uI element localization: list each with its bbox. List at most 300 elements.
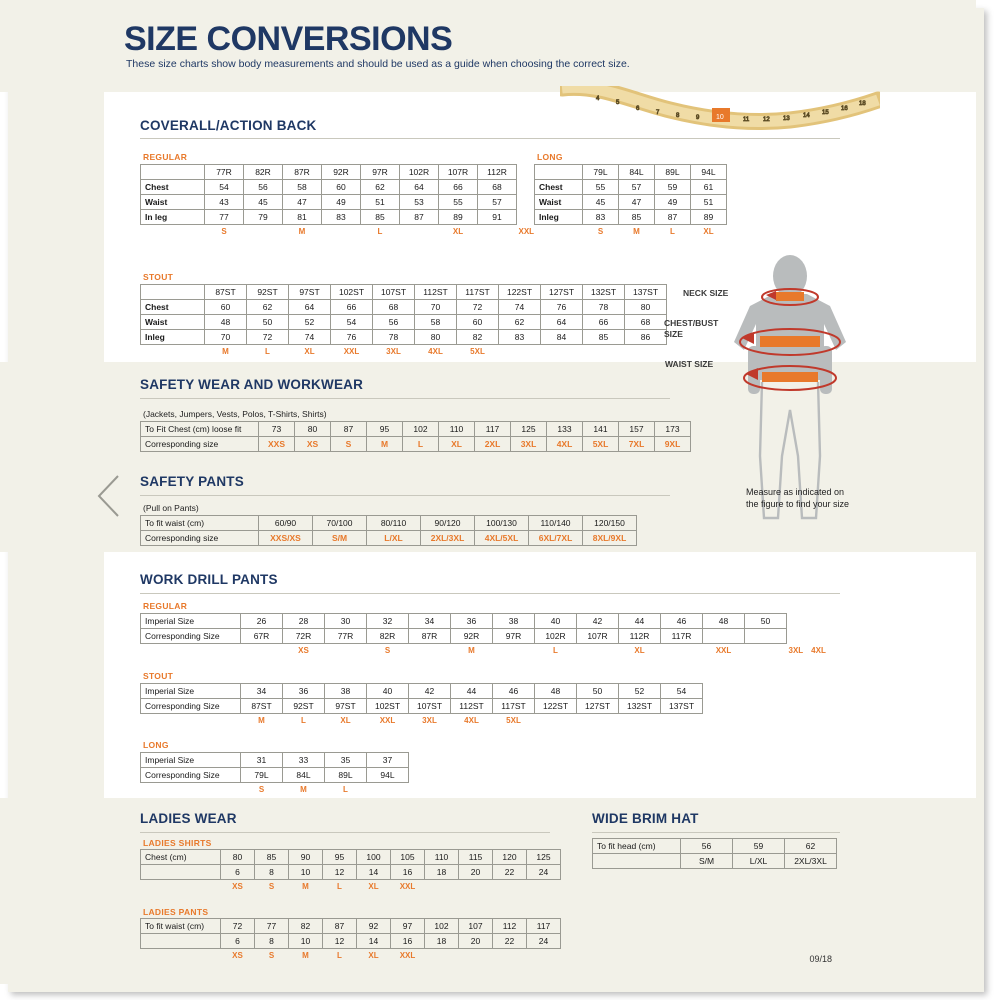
table-cell: 97ST — [289, 285, 331, 300]
footer-code: 09/18 — [809, 954, 832, 964]
svg-text:15: 15 — [822, 110, 829, 116]
table-cell: 89 — [439, 210, 478, 225]
size-label: XL — [634, 645, 645, 655]
table-row — [535, 210, 727, 225]
table-cell: 18 — [425, 934, 459, 949]
size-label: 4XL — [428, 346, 443, 356]
table-cell: 47 — [619, 195, 655, 210]
table-cell: 112ST — [415, 285, 457, 300]
table-cell: 115 — [459, 850, 493, 865]
size-legend-row — [141, 783, 409, 796]
row-label: In leg — [141, 210, 205, 225]
table-cell: 117R — [661, 629, 703, 644]
table-cell: 102 — [425, 919, 459, 934]
table-row — [141, 768, 409, 783]
table-cell: 84 — [541, 330, 583, 345]
row-label: Chest — [141, 300, 205, 315]
size-legend-row — [141, 949, 561, 962]
svg-text:11: 11 — [743, 117, 750, 123]
table-cell: 97 — [391, 919, 425, 934]
svg-text:14: 14 — [803, 113, 810, 119]
row-label: Corresponding size — [141, 531, 259, 546]
table-cell: 127ST — [577, 699, 619, 714]
table-cell: 57 — [478, 195, 517, 210]
table-cell: 50 — [745, 614, 787, 629]
table-cell: 72 — [247, 330, 289, 345]
table-cell: S/M — [313, 531, 367, 546]
size-label — [661, 644, 703, 657]
table-cell: 173 — [655, 422, 691, 437]
table-cell: 32 — [367, 614, 409, 629]
table-cell: 56 — [681, 839, 733, 854]
table-cell: 107 — [459, 919, 493, 934]
table-cell: 86 — [625, 330, 667, 345]
row-label: To fit waist (cm) — [141, 516, 259, 531]
svg-text:18: 18 — [859, 101, 866, 107]
table-cell: 66 — [331, 300, 373, 315]
table-cell: 102ST — [367, 699, 409, 714]
table-cell: 105 — [391, 850, 425, 865]
section-title-safetywear: SAFETY WEAR AND WORKWEAR — [140, 377, 364, 392]
size-label: L — [301, 715, 306, 725]
size-label: XXL — [399, 881, 416, 891]
table-cell: 122ST — [499, 285, 541, 300]
row-label: Chest (cm) — [141, 850, 221, 865]
size-label — [577, 644, 619, 657]
table-cell: 60 — [322, 180, 361, 195]
table-cell: 53 — [400, 195, 439, 210]
table-cell: 49 — [655, 195, 691, 210]
table-cell: 44 — [451, 684, 493, 699]
table-cell: 84L — [283, 768, 325, 783]
table-cell: 102R — [535, 629, 577, 644]
table-cell: 30 — [325, 614, 367, 629]
table-cell: 77R — [205, 165, 244, 180]
table-cell: 40 — [367, 684, 409, 699]
table-cell: 79L — [241, 768, 283, 783]
table-cell: 76 — [331, 330, 373, 345]
table-row — [141, 516, 637, 531]
row-label: To fit head (cm) — [593, 839, 681, 854]
row-label: Corresponding Size — [141, 629, 241, 644]
table-row — [141, 422, 691, 437]
table-cell: 28 — [283, 614, 325, 629]
table-cell: 34 — [409, 614, 451, 629]
size-label: XL — [304, 346, 315, 356]
size-label — [141, 783, 241, 796]
chevron-left-icon — [96, 474, 122, 518]
size-label: XXL — [399, 950, 416, 960]
table-cell: 110/140 — [529, 516, 583, 531]
table-cell: 52 — [289, 315, 331, 330]
table-row — [141, 629, 828, 644]
table-cell: 18 — [425, 865, 459, 880]
row-label: Chest — [141, 180, 205, 195]
section-title-hat: WIDE BRIM HAT — [592, 811, 699, 826]
table-row — [141, 330, 667, 345]
table-cell: 132ST — [583, 285, 625, 300]
table-cell: 16 — [391, 865, 425, 880]
table-cell: XS — [295, 437, 331, 452]
table-cell: 12 — [323, 865, 357, 880]
divider-hat — [592, 832, 840, 833]
size-label: XS — [298, 645, 309, 655]
table-cell: 78 — [373, 330, 415, 345]
figure-label-waist: WAIST SIZE — [665, 359, 714, 369]
table-cell: 89L — [655, 165, 691, 180]
table-cell: 82 — [289, 919, 323, 934]
table-row — [141, 285, 667, 300]
table-cell: 95 — [367, 422, 403, 437]
size-label: XXL — [379, 715, 396, 725]
table-cell: 89 — [691, 210, 727, 225]
table-cell: 7XL — [619, 437, 655, 452]
table-cell: 35 — [325, 753, 367, 768]
table-cell: 92ST — [283, 699, 325, 714]
table-cell: 157 — [619, 422, 655, 437]
size-label — [325, 644, 367, 657]
row-label — [141, 865, 221, 880]
divider-safetywear — [140, 398, 670, 399]
table-safetypants — [140, 515, 637, 546]
row-label: To Fit Chest (cm) loose fit — [141, 422, 259, 437]
table-cell: 110 — [439, 422, 475, 437]
table-cell: 125 — [511, 422, 547, 437]
table-cell: 4XL/5XL — [475, 531, 529, 546]
table-cell: L/XL — [367, 531, 421, 546]
table-cell: 132ST — [619, 699, 661, 714]
table-cell: 80 — [415, 330, 457, 345]
table-cell: 56 — [373, 315, 415, 330]
divider-ladieswear — [140, 832, 550, 833]
table-cell: 85 — [583, 330, 625, 345]
table-cell: 60 — [205, 300, 247, 315]
table-row — [141, 865, 561, 880]
table-cell: 89L — [325, 768, 367, 783]
table-cell: 42 — [577, 614, 619, 629]
svg-text:10: 10 — [716, 114, 724, 121]
table-cell: 50 — [577, 684, 619, 699]
table-cell: 14 — [357, 934, 391, 949]
size-label — [478, 225, 517, 238]
size-label — [409, 644, 451, 657]
table-row — [593, 839, 837, 854]
table-cell: 48 — [535, 684, 577, 699]
table-row — [141, 315, 667, 330]
size-label: XL — [340, 715, 351, 725]
size-label: 3XL — [422, 715, 437, 725]
subhead-workdrill-long: LONG — [143, 740, 169, 750]
table-cell: 20 — [459, 865, 493, 880]
table-cell: 85 — [361, 210, 400, 225]
table-cell: 8 — [255, 865, 289, 880]
table-cell: 87 — [655, 210, 691, 225]
table-cell: 83 — [499, 330, 541, 345]
table-cell: 80 — [221, 850, 255, 865]
table-cell: 125 — [527, 850, 561, 865]
row-label — [141, 285, 205, 300]
table-cell: 76 — [541, 300, 583, 315]
svg-text:8: 8 — [676, 113, 680, 119]
subhead-workdrill-regular: REGULAR — [143, 601, 188, 611]
row-label: Waist — [535, 195, 583, 210]
table-cell: 70/100 — [313, 516, 367, 531]
table-cell: 97ST — [325, 699, 367, 714]
table-row — [141, 684, 703, 699]
table-cell: 78 — [583, 300, 625, 315]
table-cell: 73 — [259, 422, 295, 437]
table-cell: 64 — [289, 300, 331, 315]
table-cell: 34 — [241, 684, 283, 699]
measuring-tape-icon — [560, 86, 880, 146]
table-cell: 26 — [241, 614, 283, 629]
table-cell: 62 — [785, 839, 837, 854]
table-cell: 47 — [283, 195, 322, 210]
table-cell: 48 — [205, 315, 247, 330]
size-label — [535, 225, 583, 238]
size-label — [141, 345, 205, 358]
table-cell: 64 — [400, 180, 439, 195]
table-cell: 38 — [325, 684, 367, 699]
section-title-ladieswear: LADIES WEAR — [140, 811, 237, 826]
table-cell: 90/120 — [421, 516, 475, 531]
size-label: M — [258, 715, 265, 725]
table-row — [141, 934, 561, 949]
table-hat — [592, 838, 837, 869]
table-cell: 97R — [493, 629, 535, 644]
table-cell: 107R — [439, 165, 478, 180]
table-row — [141, 753, 409, 768]
table-cell: 8 — [255, 934, 289, 949]
table-row — [141, 614, 828, 629]
table-cell: 77 — [255, 919, 289, 934]
subhead-coverall-regular: REGULAR — [143, 152, 188, 162]
divider-workdrill — [140, 593, 840, 594]
svg-text:4: 4 — [596, 96, 600, 102]
table-cell: 112R — [478, 165, 517, 180]
size-label: M — [468, 645, 475, 655]
table-cell: 87 — [400, 210, 439, 225]
table-cell: 82 — [457, 330, 499, 345]
row-label: Inleg — [141, 330, 205, 345]
table-cell: 22 — [493, 865, 527, 880]
table-cell: 72 — [221, 919, 255, 934]
size-label — [141, 714, 241, 727]
row-label: Inleg — [535, 210, 583, 225]
table-safetywear — [140, 421, 691, 452]
table-cell: 68 — [478, 180, 517, 195]
table-cell: 85 — [619, 210, 655, 225]
table-row — [141, 210, 541, 225]
table-cell: 49 — [322, 195, 361, 210]
table-cell: 117ST — [457, 285, 499, 300]
table-cell: 51 — [361, 195, 400, 210]
row-label: To fit waist (cm) — [141, 919, 221, 934]
size-label: L — [377, 226, 383, 236]
table-cell: 45 — [244, 195, 283, 210]
table-cell: 10 — [289, 934, 323, 949]
table-cell: 83 — [583, 210, 619, 225]
table-cell: 92ST — [247, 285, 289, 300]
table-cell: S — [331, 437, 367, 452]
table-cell: XL — [439, 437, 475, 452]
table-cell: 66 — [439, 180, 478, 195]
size-label: 3XL — [386, 346, 401, 356]
page-subtitle: These size charts show body measurements and should be used as a guide when choosing the correct size. — [126, 58, 630, 70]
size-label — [141, 225, 205, 238]
table-cell: 100/130 — [475, 516, 529, 531]
table-cell: 79L — [583, 165, 619, 180]
table-cell: 62 — [247, 300, 289, 315]
table-cell: 72 — [457, 300, 499, 315]
size-label: M — [298, 226, 306, 236]
size-legend-row — [141, 644, 828, 657]
size-legend-row — [141, 880, 561, 893]
table-workdrill-long — [140, 752, 409, 796]
row-label: Imperial Size — [141, 684, 241, 699]
size-label — [745, 644, 787, 657]
table-cell: 112R — [619, 629, 661, 644]
table-cell: 58 — [415, 315, 457, 330]
table-cell: 31 — [241, 753, 283, 768]
size-label: 3XL — [788, 645, 804, 655]
table-cell: 122ST — [535, 699, 577, 714]
size-legend-row — [141, 225, 541, 238]
table-cell: 4XL — [547, 437, 583, 452]
row-label — [141, 934, 221, 949]
row-label: Corresponding size — [141, 437, 259, 452]
subhead-coverall-long: LONG — [537, 152, 563, 162]
table-cell: 24 — [527, 865, 561, 880]
table-cell: 102R — [400, 165, 439, 180]
table-cell: 57 — [619, 180, 655, 195]
size-label: S — [268, 950, 275, 960]
table-row — [141, 195, 541, 210]
table-cell: 87ST — [205, 285, 247, 300]
size-label: XS — [232, 950, 243, 960]
size-label: L — [337, 950, 342, 960]
section-title-workdrill: WORK DRILL PANTS — [140, 572, 278, 587]
table-cell: 97R — [361, 165, 400, 180]
size-label: XS — [232, 881, 243, 891]
svg-text:13: 13 — [783, 116, 790, 122]
table-cell: 127ST — [541, 285, 583, 300]
table-cell: 102ST — [331, 285, 373, 300]
table-cell: 79 — [244, 210, 283, 225]
size-legend-row — [141, 714, 703, 727]
svg-text:16: 16 — [841, 106, 848, 112]
table-cell: 112 — [493, 919, 527, 934]
table-cell: 92R — [451, 629, 493, 644]
svg-text:9: 9 — [696, 115, 700, 121]
table-cell: 2XL/3XL — [421, 531, 475, 546]
table-workdrill-stout — [140, 683, 703, 727]
table-cell — [703, 629, 745, 644]
table-cell: 92 — [357, 919, 391, 934]
table-cell — [745, 629, 787, 644]
size-label: M — [302, 881, 309, 891]
table-cell: 16 — [391, 934, 425, 949]
size-label — [244, 225, 283, 238]
table-cell: 102 — [403, 422, 439, 437]
table-cell: 120/150 — [583, 516, 637, 531]
table-cell: 64 — [541, 315, 583, 330]
table-cell: 5XL — [583, 437, 619, 452]
table-cell: 42 — [409, 684, 451, 699]
size-label: XXL — [715, 645, 732, 655]
table-cell: 117 — [527, 919, 561, 934]
table-cell: 51 — [691, 195, 727, 210]
table-cell: 74 — [289, 330, 331, 345]
figure-caption: Measure as indicated on the figure to find your size — [746, 487, 850, 510]
table-cell: 10 — [289, 865, 323, 880]
table-cell: 33 — [283, 753, 325, 768]
size-label — [241, 644, 283, 657]
subhead-ladies-pants: LADIES PANTS — [143, 907, 209, 917]
table-cell: 60 — [457, 315, 499, 330]
table-cell: 90 — [289, 850, 323, 865]
figure-label-chest: CHEST/BUST SIZE — [664, 318, 719, 339]
table-cell: 24 — [527, 934, 561, 949]
table-cell: 107ST — [373, 285, 415, 300]
size-label: XL — [452, 226, 464, 236]
svg-text:12: 12 — [763, 117, 770, 123]
table-cell: 62 — [361, 180, 400, 195]
table-row — [593, 854, 837, 869]
table-cell: 70 — [205, 330, 247, 345]
svg-text:6: 6 — [636, 106, 640, 112]
table-cell: 94L — [691, 165, 727, 180]
table-cell: 54 — [661, 684, 703, 699]
table-cell: L/XL — [733, 854, 785, 869]
table-row — [141, 300, 667, 315]
table-cell: S/M — [681, 854, 733, 869]
size-label: L — [265, 346, 270, 356]
table-row — [141, 437, 691, 452]
subhead-workdrill-stout: STOUT — [143, 671, 174, 681]
row-label: Waist — [141, 195, 205, 210]
size-label: S — [258, 784, 265, 794]
table-cell: 82R — [244, 165, 283, 180]
row-label: Corresponding Size — [141, 699, 241, 714]
table-cell: 77 — [205, 210, 244, 225]
size-label: L — [343, 784, 348, 794]
table-cell: 80 — [295, 422, 331, 437]
size-label — [141, 644, 241, 657]
table-cell: 6 — [221, 865, 255, 880]
table-cell: 56 — [244, 180, 283, 195]
table-cell: 36 — [451, 614, 493, 629]
table-cell: 44 — [619, 614, 661, 629]
svg-text:5: 5 — [616, 100, 620, 106]
size-label: 5XL — [470, 346, 485, 356]
size-label: 4XL — [811, 645, 826, 655]
table-cell: 40 — [535, 614, 577, 629]
table-cell: 80/110 — [367, 516, 421, 531]
table-cell: 100 — [357, 850, 391, 865]
table-cell: 8XL/9XL — [583, 531, 637, 546]
divider-coverall — [140, 138, 840, 139]
size-label: S — [384, 645, 391, 655]
table-row — [141, 699, 703, 714]
table-coverall-regular — [140, 164, 541, 238]
size-legend-row — [141, 345, 667, 358]
table-cell: 87 — [323, 919, 357, 934]
table-row — [535, 165, 727, 180]
table-cell: 141 — [583, 422, 619, 437]
size-label: M — [302, 950, 309, 960]
table-coverall-stout — [140, 284, 667, 358]
